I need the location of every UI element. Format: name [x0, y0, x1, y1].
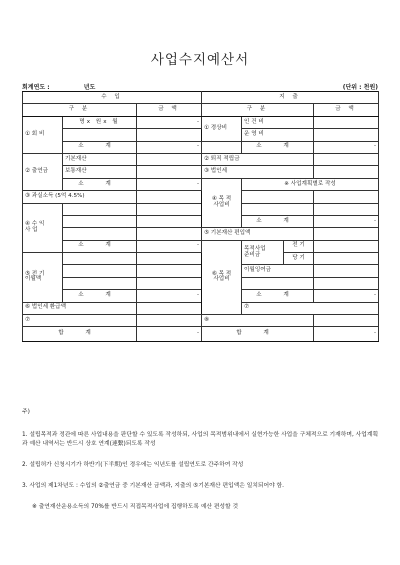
- table-row: [23, 240, 379, 252]
- income-amount: [137, 215, 202, 227]
- expense-amount: [314, 203, 379, 215]
- income-item: [63, 228, 137, 240]
- table-row: [23, 277, 379, 289]
- table-row: [23, 302, 379, 314]
- income-amount: [137, 228, 202, 240]
- note-4: ※ 출연재산운용소득의 70%를 반드시 직접목적사업에 집행하도록 예산 편성할 것: [32, 503, 239, 510]
- expense-amount: [314, 265, 379, 277]
- income-category-header: 구 분: [23, 104, 137, 116]
- table-row: [23, 215, 379, 227]
- expense-group-purpose-2: ⑥ 목 적 사업비: [202, 240, 242, 314]
- expense-subtotal-amount: -: [314, 141, 379, 153]
- income-subtotal-label: 소 계: [63, 290, 137, 302]
- expense-item-current: 당 기: [284, 253, 314, 265]
- income-item: 보통재산: [63, 166, 137, 178]
- income-item: [63, 203, 137, 215]
- income-group-carryover: ⑤ 전 기 이월액: [23, 253, 63, 303]
- income-amount: [137, 302, 202, 314]
- income-amount: [137, 315, 202, 327]
- expense-amount: [314, 129, 379, 141]
- expense-subtotal-label: 소 계: [242, 290, 314, 302]
- income-amount: [137, 191, 202, 203]
- income-amount: [137, 166, 202, 178]
- income-item: [63, 253, 137, 265]
- income-amount: [137, 277, 202, 289]
- expense-amount: [314, 277, 379, 289]
- income-subtotal-amount: -: [137, 141, 202, 153]
- income-group-7: ⑦: [23, 315, 137, 327]
- expense-amount: [314, 166, 379, 178]
- income-item: [63, 215, 137, 227]
- table-row: [23, 141, 379, 153]
- income-amount: -: [137, 116, 202, 128]
- expense-item-prior: 전 기: [284, 240, 314, 252]
- expense-item-surplus: 이월잉여금: [242, 265, 314, 277]
- expense-amount: [314, 240, 379, 252]
- income-amount: [137, 203, 202, 215]
- income-item: 명x 원x 월: [63, 116, 137, 128]
- income-total-label: 합 계: [23, 327, 137, 342]
- expense-category-header: 구 분: [202, 104, 314, 116]
- table-row: [23, 166, 379, 178]
- income-group-profit: ④ 수 익 사 업: [23, 203, 63, 253]
- expense-item: 운 영 비: [242, 129, 314, 141]
- table-row: [23, 129, 379, 141]
- expense-amount: [314, 191, 379, 203]
- unit-label: (단위 : 천원): [342, 84, 378, 91]
- expense-header: 지 출: [202, 92, 379, 104]
- income-amount: [137, 253, 202, 265]
- income-header: 수 입: [23, 92, 202, 104]
- income-subtotal-amount: -: [137, 290, 202, 302]
- expense-group-basic-asset: ⑤ 기본재산 편입액: [202, 228, 314, 240]
- income-subtotal-label: 소 계: [63, 240, 137, 252]
- table-row: [23, 203, 379, 215]
- table-row: [23, 228, 379, 240]
- expense-note: ※ 사업계획별로 작성: [242, 178, 379, 190]
- expense-amount: [314, 253, 379, 265]
- expense-amount-header: 금 액: [314, 104, 379, 116]
- income-amount-header: 금 액: [137, 104, 202, 116]
- table-row: [23, 153, 379, 165]
- fiscal-year-label: 회계연도 :: [22, 84, 50, 91]
- page-title: 사업수지예산서: [150, 52, 250, 68]
- expense-total-amount: -: [314, 327, 379, 342]
- income-group-fruit: ③ 과실소득 (5억 4.5%): [23, 191, 137, 203]
- table-row: [23, 315, 379, 327]
- expense-amount: [314, 228, 379, 240]
- note-2: 2. 설립허가 신청시기가 하반기(下半期)인 경우에는 익년도를 설립연도로 간주하여 작성: [22, 461, 244, 468]
- empty-cell: [202, 141, 242, 153]
- expense-item: [242, 277, 314, 289]
- expense-group-current: ① 경상비: [202, 116, 242, 141]
- expense-item: [242, 203, 314, 215]
- income-group-contribution: ② 출연금: [23, 153, 63, 190]
- table-row: [23, 191, 379, 203]
- table-row: [23, 178, 379, 190]
- expense-amount: [314, 153, 379, 165]
- income-group-dues: ① 회 비: [23, 116, 63, 153]
- income-item: 기본재산: [63, 153, 137, 165]
- income-subtotal-label: 소 계: [63, 141, 137, 153]
- income-total-amount: -: [137, 327, 202, 342]
- expense-subtotal-label: 소 계: [242, 215, 314, 227]
- table-row: [23, 253, 379, 265]
- table-row: [23, 265, 379, 277]
- expense-group-purpose: ④ 목 적 사업비: [202, 178, 242, 228]
- income-amount: [137, 153, 202, 165]
- income-amount: [137, 265, 202, 277]
- income-amount: [137, 129, 202, 141]
- table-subheader-row: [23, 104, 379, 116]
- expense-amount: [314, 116, 379, 128]
- table-row: [23, 116, 379, 128]
- table-row: [23, 290, 379, 302]
- expense-amount: [314, 315, 379, 327]
- expense-item: [242, 191, 314, 203]
- table-header-row: [23, 92, 379, 104]
- income-item: [63, 129, 137, 141]
- expense-group-7: ⑦: [242, 302, 379, 314]
- income-subtotal-amount: -: [137, 240, 202, 252]
- fiscal-year: [22, 82, 95, 91]
- income-subtotal-label: 소 계: [63, 178, 137, 190]
- expense-item: 인 건 비: [242, 116, 314, 128]
- income-subtotal-amount: -: [137, 178, 202, 190]
- notes-heading: 주): [22, 409, 30, 415]
- note-3: 3. 사업의 제1차년도 : 수입의 ②출연금 중 기본재산 금액과, 지출의 ⑤기본재산 편입액은 일치되어야 함.: [22, 482, 284, 489]
- expense-group-retirement: ② 퇴직 적립금: [202, 153, 314, 165]
- table-total-row: [23, 327, 379, 342]
- expense-item-reserve: 목적사업 준비금: [242, 240, 284, 265]
- income-item: [63, 277, 137, 289]
- budget-table: [22, 91, 379, 342]
- expense-group-8: ⑧: [202, 315, 314, 327]
- expense-group-corporate-tax: ③ 법인세: [202, 166, 314, 178]
- expense-subtotal-amount: -: [314, 290, 379, 302]
- notes-section: [22, 408, 382, 524]
- expense-subtotal-amount: -: [314, 215, 379, 227]
- income-group-tax-refund: ⑥ 법인세 환급액: [23, 302, 137, 314]
- expense-subtotal-label: 소 계: [242, 141, 314, 153]
- note-1: 1. 설립목적과 정관에 따른 사업내용을 판단할 수 있도록 작성하되, 사업의 목적범위내에서 실현가능한 사업을 구체적으로 기재하며, 사업계획과 예산 내역서는 반드시 상호 연계(連繫)되도록 작성: [22, 431, 379, 447]
- expense-total-label: 합 계: [202, 327, 314, 342]
- year-label: 년도: [83, 84, 96, 91]
- income-item: [63, 265, 137, 277]
